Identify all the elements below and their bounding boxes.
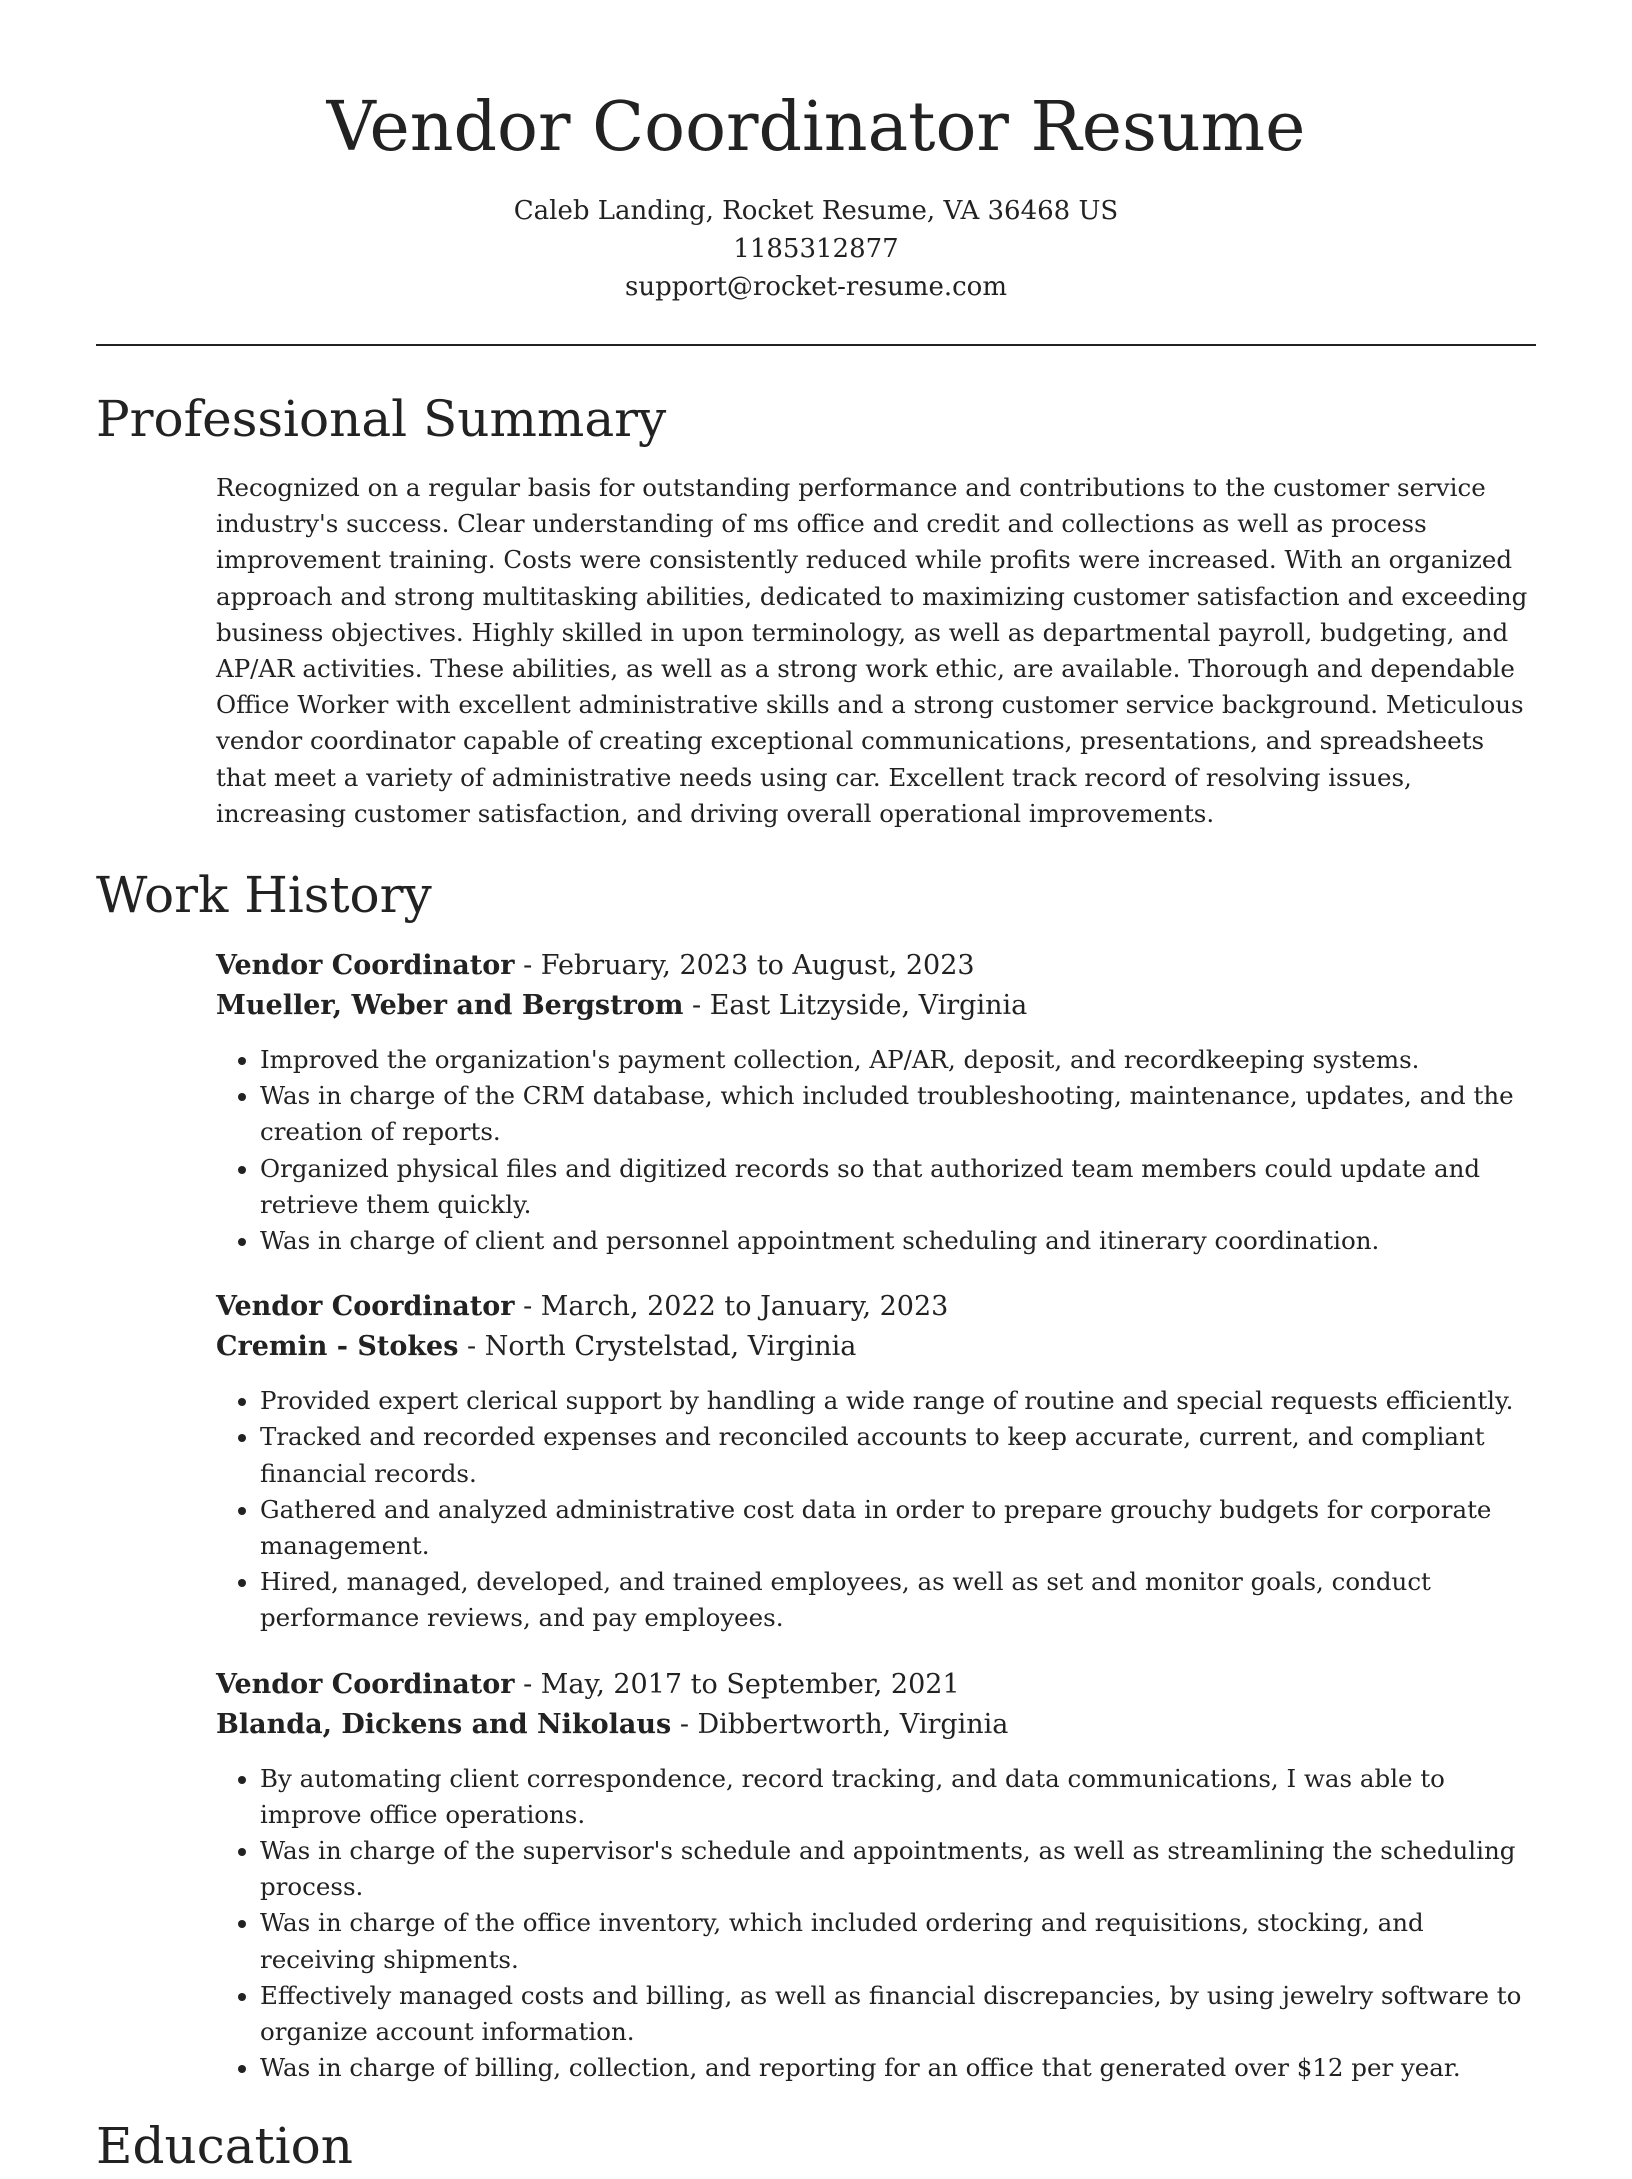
job-title-line [216,1665,1536,1705]
job-location: - East Litzyside, Virginia [683,990,1028,1022]
job-dates: - May, 2017 to September, 2021 [514,1668,960,1700]
job-bullet: • By automating client correspondence, record tracking, and data communications, I was able to improve office operations. [260,1761,1536,1833]
summary-section [96,386,1536,832]
education-heading: Education [96,2116,353,2175]
job-bullet: • Organized physical files and digitized records so that authorized team members could update and retrieve them quickly. [260,1151,1536,1223]
job-bullet: • Effectively managed costs and billing, as well as financial discrepancies, by using jewelry software to organize account information. [260,1978,1536,2050]
job-location: - Dibbertworth, Virginia [671,1708,1009,1740]
resume-title: Vendor Coordinator Resume [326,88,1306,167]
job-bullets [216,1383,1536,1636]
job-entry [216,1287,1536,1636]
job-bullet: • Provided expert clerical support by handling a wide range of routine and special requests efficiently. [260,1383,1536,1419]
job-company: Cremin - Stokes [216,1331,459,1363]
job-bullet: • Was in charge of the CRM database, which included troubleshooting, maintenance, updates, and the creation of reports. [260,1078,1536,1150]
job-bullet: • Tracked and recorded expenses and reconciled accounts to keep accurate, current, and compliant financial records. [260,1419,1536,1491]
job-dates: - February, 2023 to August, 2023 [514,950,975,982]
job-company: Blanda, Dickens and Nikolaus [216,1708,672,1740]
job-title: Vendor Coordinator [216,1668,515,1700]
header-divider [96,344,1536,346]
job-entry [216,1665,1536,2087]
summary-heading: Professional Summary [96,390,667,448]
job-company: Mueller, Weber and Bergstrom [216,990,684,1022]
job-company-line [216,986,1536,1026]
job-entry [216,946,1536,1259]
contact-phone: 1185312877 [733,234,899,264]
job-company-line [216,1705,1536,1745]
resume-header [96,0,1536,306]
job-bullet: • Improved the organization's payment collection, AP/AR, deposit, and recordkeeping systems. [260,1042,1536,1078]
contact-block [96,192,1536,306]
summary-text: Recognized on a regular basis for outstanding performance and contributions to the customer service industry's success. Clear understanding of ms office and credit and collections as well as process improvement training. Costs were consistently reduced while profits were increased. With an organized approach and strong multitasking abilities, dedicated to maximizing customer satisfaction and exceeding business objectives. Highly skilled in upon terminology, as well as departmental payroll, budgeting, and AP/AR activities. These abilities, as well as a strong work ethic, are available. Thorough and dependable Office Worker with excellent administrative skills and a strong customer service background. Meticulous vendor coordinator capable of creating exceptional communications, presentations, and spreadsheets that meet a variety of administrative needs using car. Excellent track record of resolving issues, increasing customer satisfaction, and driving overall operational improvements. [216,473,1528,828]
job-bullet: • Gathered and analyzed administrative cost data in order to prepare grouchy budgets for corporate management. [260,1492,1536,1564]
job-bullet: • Was in charge of billing, collection, and reporting for an office that generated over $12 per year. [260,2050,1536,2086]
job-bullets [216,1761,1536,2087]
job-bullets [216,1042,1536,1259]
job-location: - North Crystelstad, Virginia [458,1331,857,1363]
job-dates: - March, 2022 to January, 2023 [514,1291,949,1323]
contact-email: support@rocket-resume.com [624,272,1007,302]
job-company-line [216,1327,1536,1367]
job-title: Vendor Coordinator [216,950,515,982]
job-bullet: • Hired, managed, developed, and trained employees, as well as set and monitor goals, conduct performance reviews, and pay employees. [260,1564,1536,1636]
work-history-heading: Work History [96,866,432,925]
job-title-line [216,1287,1536,1327]
job-bullet: • Was in charge of client and personnel appointment scheduling and itinerary coordination. [260,1223,1536,1259]
job-bullet: • Was in charge of the office inventory, which included ordering and requisitions, stocking, and receiving shipments. [260,1905,1536,1977]
job-bullet: • Was in charge of the supervisor's schedule and appointments, as well as streamlining the scheduling process. [260,1833,1536,1905]
job-title-line [216,946,1536,986]
education-section [96,2113,1536,2179]
resume-page [96,0,1536,2179]
job-title: Vendor Coordinator [216,1291,515,1323]
work-history-section [96,862,1536,2086]
contact-address: Caleb Landing, Rocket Resume, VA 36468 US [513,196,1119,226]
